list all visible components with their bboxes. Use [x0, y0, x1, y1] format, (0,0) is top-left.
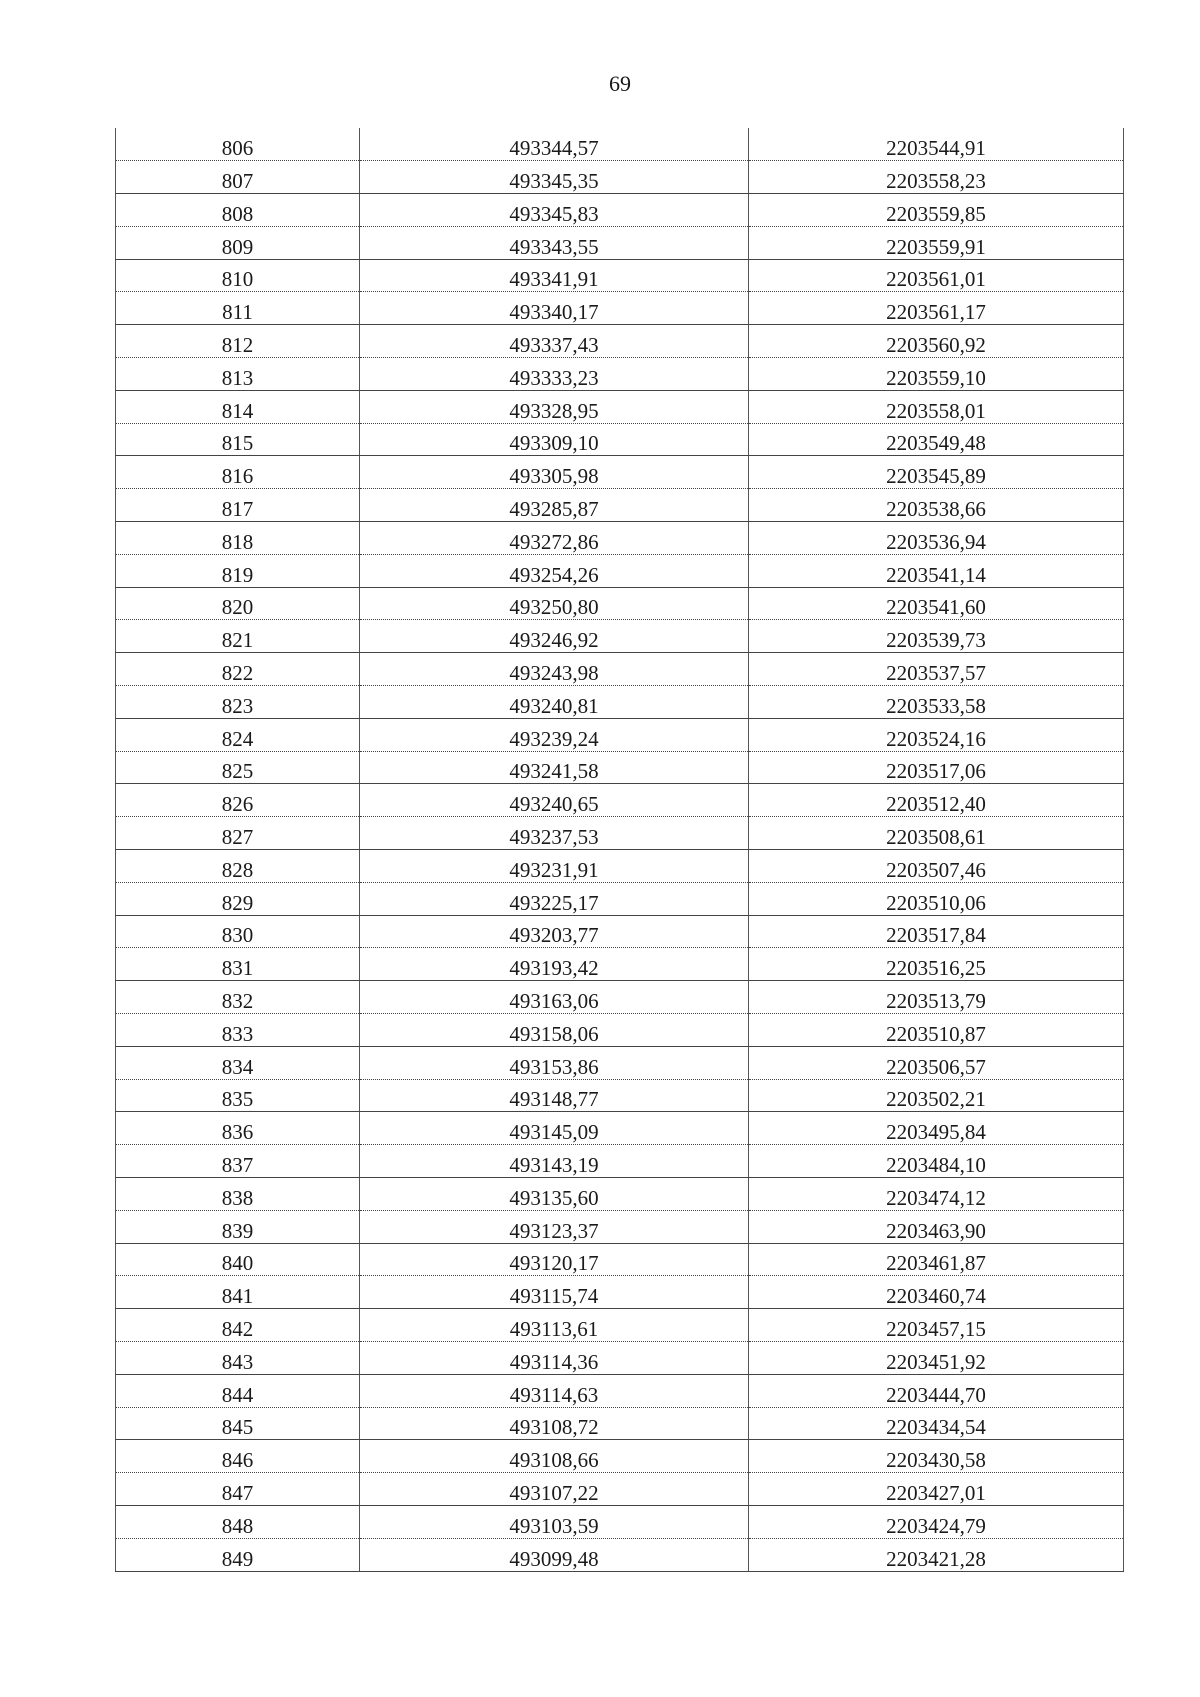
x-coordinate-cell: 493114,63	[360, 1374, 749, 1407]
x-coordinate-cell: 493143,19	[360, 1145, 749, 1178]
y-coordinate-cell: 2203513,79	[749, 981, 1124, 1014]
point-number-cell: 845	[116, 1407, 360, 1440]
table-row	[116, 620, 1124, 653]
point-number-cell: 814	[116, 390, 360, 423]
x-coordinate-cell: 493114,36	[360, 1341, 749, 1374]
y-coordinate-cell: 2203533,58	[749, 686, 1124, 719]
x-coordinate-cell: 493153,86	[360, 1046, 749, 1079]
y-coordinate-cell: 2203538,66	[749, 489, 1124, 522]
x-coordinate-cell: 493333,23	[360, 358, 749, 391]
point-number-cell: 828	[116, 850, 360, 883]
point-number-cell: 817	[116, 489, 360, 522]
table-row	[116, 1276, 1124, 1309]
table-row	[116, 1112, 1124, 1145]
x-coordinate-cell: 493145,09	[360, 1112, 749, 1145]
y-coordinate-cell: 2203539,73	[749, 620, 1124, 653]
point-number-cell: 838	[116, 1178, 360, 1211]
x-coordinate-cell: 493241,58	[360, 751, 749, 784]
table-row	[116, 128, 1124, 161]
x-coordinate-cell: 493254,26	[360, 554, 749, 587]
x-coordinate-cell: 493305,98	[360, 456, 749, 489]
table-row	[116, 1014, 1124, 1047]
x-coordinate-cell: 493113,61	[360, 1309, 749, 1342]
y-coordinate-cell: 2203510,87	[749, 1014, 1124, 1047]
coordinates-table	[115, 128, 1124, 1572]
y-coordinate-cell: 2203549,48	[749, 423, 1124, 456]
y-coordinate-cell: 2203559,91	[749, 226, 1124, 259]
table-row	[116, 161, 1124, 194]
table-row	[116, 423, 1124, 456]
table-row	[116, 751, 1124, 784]
x-coordinate-cell: 493337,43	[360, 325, 749, 358]
y-coordinate-cell: 2203424,79	[749, 1505, 1124, 1538]
x-coordinate-cell: 493158,06	[360, 1014, 749, 1047]
point-number-cell: 843	[116, 1341, 360, 1374]
table-row	[116, 653, 1124, 686]
x-coordinate-cell: 493107,22	[360, 1473, 749, 1506]
table-row	[116, 948, 1124, 981]
point-number-cell: 848	[116, 1505, 360, 1538]
table-row	[116, 817, 1124, 850]
x-coordinate-cell: 493108,66	[360, 1440, 749, 1473]
x-coordinate-cell: 493239,24	[360, 718, 749, 751]
y-coordinate-cell: 2203524,16	[749, 718, 1124, 751]
point-number-cell: 826	[116, 784, 360, 817]
point-number-cell: 841	[116, 1276, 360, 1309]
x-coordinate-cell: 493203,77	[360, 915, 749, 948]
table-row	[116, 718, 1124, 751]
y-coordinate-cell: 2203484,10	[749, 1145, 1124, 1178]
page-number: 69	[609, 71, 631, 96]
point-number-cell: 832	[116, 981, 360, 1014]
table-row	[116, 554, 1124, 587]
point-number-cell: 815	[116, 423, 360, 456]
point-number-cell: 835	[116, 1079, 360, 1112]
table-row	[116, 292, 1124, 325]
y-coordinate-cell: 2203444,70	[749, 1374, 1124, 1407]
y-coordinate-cell: 2203536,94	[749, 522, 1124, 555]
y-coordinate-cell: 2203517,84	[749, 915, 1124, 948]
point-number-cell: 825	[116, 751, 360, 784]
y-coordinate-cell: 2203510,06	[749, 882, 1124, 915]
table-row	[116, 1505, 1124, 1538]
table-row	[116, 686, 1124, 719]
table-row	[116, 489, 1124, 522]
point-number-cell: 809	[116, 226, 360, 259]
table-row	[116, 325, 1124, 358]
x-coordinate-cell: 493250,80	[360, 587, 749, 620]
point-number-cell: 849	[116, 1538, 360, 1571]
table-row	[116, 1145, 1124, 1178]
table-row	[116, 1473, 1124, 1506]
y-coordinate-cell: 2203506,57	[749, 1046, 1124, 1079]
x-coordinate-cell: 493345,35	[360, 161, 749, 194]
table-row	[116, 194, 1124, 227]
point-number-cell: 831	[116, 948, 360, 981]
y-coordinate-cell: 2203541,60	[749, 587, 1124, 620]
point-number-cell: 813	[116, 358, 360, 391]
x-coordinate-cell: 493193,42	[360, 948, 749, 981]
y-coordinate-cell: 2203460,74	[749, 1276, 1124, 1309]
y-coordinate-cell: 2203430,58	[749, 1440, 1124, 1473]
table-row	[116, 259, 1124, 292]
x-coordinate-cell: 493344,57	[360, 128, 749, 161]
y-coordinate-cell: 2203545,89	[749, 456, 1124, 489]
table-row	[116, 522, 1124, 555]
x-coordinate-cell: 493240,65	[360, 784, 749, 817]
y-coordinate-cell: 2203541,14	[749, 554, 1124, 587]
y-coordinate-cell: 2203558,01	[749, 390, 1124, 423]
point-number-cell: 837	[116, 1145, 360, 1178]
point-number-cell: 840	[116, 1243, 360, 1276]
point-number-cell: 820	[116, 587, 360, 620]
y-coordinate-cell: 2203434,54	[749, 1407, 1124, 1440]
x-coordinate-cell: 493103,59	[360, 1505, 749, 1538]
point-number-cell: 834	[116, 1046, 360, 1079]
y-coordinate-cell: 2203517,06	[749, 751, 1124, 784]
y-coordinate-cell: 2203451,92	[749, 1341, 1124, 1374]
table-row	[116, 1407, 1124, 1440]
table-row	[116, 390, 1124, 423]
table-row	[116, 226, 1124, 259]
point-number-cell: 842	[116, 1309, 360, 1342]
table-row	[116, 1440, 1124, 1473]
table-row	[116, 1210, 1124, 1243]
x-coordinate-cell: 493108,72	[360, 1407, 749, 1440]
y-coordinate-cell: 2203502,21	[749, 1079, 1124, 1112]
x-coordinate-cell: 493272,86	[360, 522, 749, 555]
table-row	[116, 882, 1124, 915]
y-coordinate-cell: 2203427,01	[749, 1473, 1124, 1506]
x-coordinate-cell: 493309,10	[360, 423, 749, 456]
y-coordinate-cell: 2203495,84	[749, 1112, 1124, 1145]
y-coordinate-cell: 2203463,90	[749, 1210, 1124, 1243]
x-coordinate-cell: 493328,95	[360, 390, 749, 423]
x-coordinate-cell: 493237,53	[360, 817, 749, 850]
x-coordinate-cell: 493225,17	[360, 882, 749, 915]
point-number-cell: 812	[116, 325, 360, 358]
x-coordinate-cell: 493231,91	[360, 850, 749, 883]
table-row	[116, 358, 1124, 391]
x-coordinate-cell: 493135,60	[360, 1178, 749, 1211]
y-coordinate-cell: 2203559,10	[749, 358, 1124, 391]
point-number-cell: 822	[116, 653, 360, 686]
point-number-cell: 806	[116, 128, 360, 161]
x-coordinate-cell: 493340,17	[360, 292, 749, 325]
x-coordinate-cell: 493123,37	[360, 1210, 749, 1243]
point-number-cell: 818	[116, 522, 360, 555]
table-row	[116, 981, 1124, 1014]
table-row	[116, 784, 1124, 817]
table-row	[116, 1341, 1124, 1374]
x-coordinate-cell: 493243,98	[360, 653, 749, 686]
y-coordinate-cell: 2203512,40	[749, 784, 1124, 817]
point-number-cell: 821	[116, 620, 360, 653]
point-number-cell: 810	[116, 259, 360, 292]
x-coordinate-cell: 493285,87	[360, 489, 749, 522]
y-coordinate-cell: 2203559,85	[749, 194, 1124, 227]
point-number-cell: 823	[116, 686, 360, 719]
x-coordinate-cell: 493343,55	[360, 226, 749, 259]
point-number-cell: 811	[116, 292, 360, 325]
y-coordinate-cell: 2203457,15	[749, 1309, 1124, 1342]
y-coordinate-cell: 2203537,57	[749, 653, 1124, 686]
point-number-cell: 824	[116, 718, 360, 751]
x-coordinate-cell: 493099,48	[360, 1538, 749, 1571]
y-coordinate-cell: 2203544,91	[749, 128, 1124, 161]
y-coordinate-cell: 2203561,01	[749, 259, 1124, 292]
x-coordinate-cell: 493115,74	[360, 1276, 749, 1309]
point-number-cell: 830	[116, 915, 360, 948]
table-row	[116, 1538, 1124, 1571]
y-coordinate-cell: 2203461,87	[749, 1243, 1124, 1276]
table-row	[116, 1374, 1124, 1407]
point-number-cell: 808	[116, 194, 360, 227]
point-number-cell: 844	[116, 1374, 360, 1407]
point-number-cell: 833	[116, 1014, 360, 1047]
point-number-cell: 846	[116, 1440, 360, 1473]
coordinates-table-body	[116, 128, 1124, 1571]
y-coordinate-cell: 2203561,17	[749, 292, 1124, 325]
point-number-cell: 847	[116, 1473, 360, 1506]
x-coordinate-cell: 493148,77	[360, 1079, 749, 1112]
x-coordinate-cell: 493240,81	[360, 686, 749, 719]
y-coordinate-cell: 2203558,23	[749, 161, 1124, 194]
table-row	[116, 1309, 1124, 1342]
x-coordinate-cell: 493345,83	[360, 194, 749, 227]
table-row	[116, 1178, 1124, 1211]
point-number-cell: 819	[116, 554, 360, 587]
point-number-cell: 836	[116, 1112, 360, 1145]
table-row	[116, 1243, 1124, 1276]
table-row	[116, 587, 1124, 620]
table-row	[116, 915, 1124, 948]
y-coordinate-cell: 2203507,46	[749, 850, 1124, 883]
x-coordinate-cell: 493341,91	[360, 259, 749, 292]
table-row	[116, 456, 1124, 489]
table-row	[116, 850, 1124, 883]
point-number-cell: 839	[116, 1210, 360, 1243]
point-number-cell: 827	[116, 817, 360, 850]
y-coordinate-cell: 2203508,61	[749, 817, 1124, 850]
table-row	[116, 1079, 1124, 1112]
x-coordinate-cell: 493120,17	[360, 1243, 749, 1276]
point-number-cell: 816	[116, 456, 360, 489]
y-coordinate-cell: 2203421,28	[749, 1538, 1124, 1571]
y-coordinate-cell: 2203560,92	[749, 325, 1124, 358]
point-number-cell: 829	[116, 882, 360, 915]
table-row	[116, 1046, 1124, 1079]
x-coordinate-cell: 493163,06	[360, 981, 749, 1014]
x-coordinate-cell: 493246,92	[360, 620, 749, 653]
y-coordinate-cell: 2203516,25	[749, 948, 1124, 981]
y-coordinate-cell: 2203474,12	[749, 1178, 1124, 1211]
point-number-cell: 807	[116, 161, 360, 194]
